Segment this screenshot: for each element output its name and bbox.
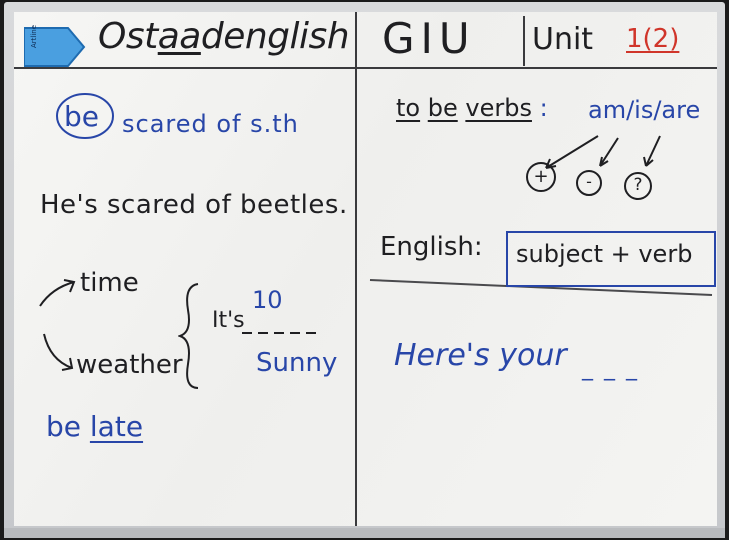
be-late-phrase bbox=[46, 410, 143, 443]
positive-symbol-circle bbox=[526, 162, 556, 192]
negative-symbol: - bbox=[586, 172, 592, 191]
time-label: time bbox=[80, 268, 139, 298]
course-title: GIU bbox=[382, 14, 476, 63]
unit-number: 1(2) bbox=[626, 24, 680, 54]
to-be-verbs-label bbox=[396, 94, 548, 122]
pointer-arrows-icon bbox=[534, 132, 684, 180]
english-label bbox=[380, 232, 483, 262]
phrase-be: be bbox=[64, 100, 99, 133]
brand-title bbox=[98, 16, 349, 57]
negative-symbol-circle bbox=[576, 170, 602, 196]
be-late-late: late bbox=[89, 410, 144, 443]
positive-symbol: + bbox=[533, 166, 549, 187]
phrase-scared-of: scared of s.th bbox=[122, 110, 299, 138]
unit-label: Unit bbox=[532, 22, 594, 57]
to-be-suffix: verbs bbox=[465, 94, 532, 122]
to-be-colon: : bbox=[539, 94, 548, 122]
brand-prefix: Ost bbox=[98, 16, 158, 57]
tag-label: Artline bbox=[30, 24, 38, 48]
be-forms: am/is/are bbox=[588, 96, 701, 124]
sentence-here-is-your: Here's your bbox=[394, 338, 567, 373]
english-word: English bbox=[380, 232, 474, 262]
arrow-up-right-icon bbox=[38, 278, 78, 308]
weather-label: weather bbox=[76, 350, 183, 380]
curly-brace-icon bbox=[178, 280, 206, 392]
blank-dashes-icon bbox=[242, 330, 322, 336]
to-be-prefix: to bbox=[396, 94, 421, 122]
formula-text: subject + verb bbox=[516, 240, 693, 268]
its-label: It's bbox=[212, 308, 245, 333]
whiteboard bbox=[14, 12, 717, 526]
brand-underlined: aa bbox=[157, 16, 201, 57]
marker-tray bbox=[4, 528, 725, 538]
example-sentence: He's scared of beetles. bbox=[40, 190, 348, 220]
brand-suffix: denglish bbox=[200, 16, 350, 57]
to-be-be: be bbox=[427, 94, 458, 122]
sentence-blank: _ _ _ bbox=[582, 356, 639, 381]
english-colon: : bbox=[473, 232, 483, 262]
arrow-down-right-icon bbox=[40, 332, 76, 372]
weather-value: Sunny bbox=[256, 348, 338, 378]
artline-marker-tag bbox=[24, 24, 86, 70]
time-value: 10 bbox=[252, 286, 283, 314]
question-symbol: ? bbox=[633, 175, 643, 195]
be-late-be: be bbox=[46, 410, 81, 443]
question-symbol-circle bbox=[624, 172, 652, 200]
